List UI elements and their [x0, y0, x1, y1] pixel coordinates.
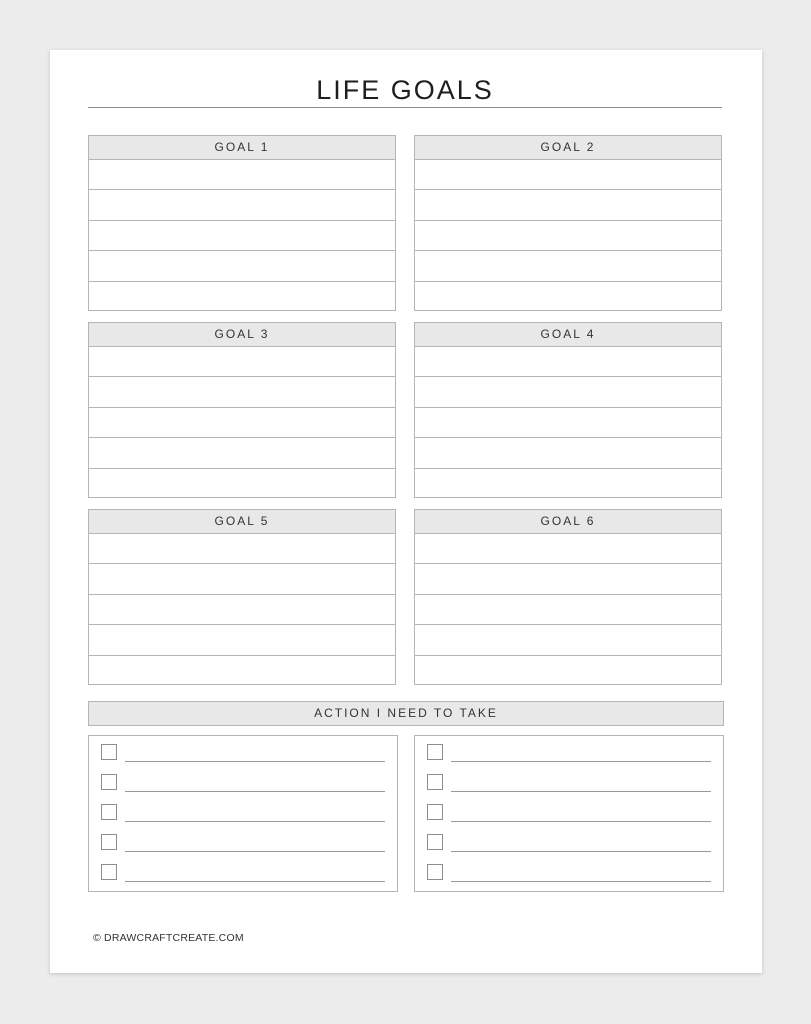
goal-header: GOAL 4 — [415, 323, 721, 347]
goal-writing-line[interactable] — [89, 221, 395, 251]
action-item — [427, 834, 711, 852]
goal-writing-line[interactable] — [89, 377, 395, 407]
planner-sheet — [50, 50, 762, 973]
checkbox[interactable] — [101, 804, 117, 820]
action-list-right — [414, 735, 724, 892]
goal-box-5 — [88, 509, 396, 685]
goal-writing-line[interactable] — [415, 251, 721, 281]
action-item — [427, 804, 711, 822]
copyright-footer: © DRAWCRAFTCREATE.COM — [93, 932, 244, 944]
goal-box-6 — [414, 509, 722, 685]
goal-writing-line[interactable] — [415, 221, 721, 251]
action-item — [427, 864, 711, 882]
goal-box-2 — [414, 135, 722, 311]
goal-writing-line[interactable] — [89, 625, 395, 655]
title-divider — [88, 107, 722, 108]
goal-writing-line[interactable] — [415, 160, 721, 190]
action-writing-line[interactable] — [451, 881, 711, 882]
goal-writing-line[interactable] — [89, 190, 395, 220]
action-item — [101, 804, 385, 822]
goal-writing-line[interactable] — [415, 377, 721, 407]
goal-header: GOAL 1 — [89, 136, 395, 160]
goal-writing-line[interactable] — [415, 190, 721, 220]
action-writing-line[interactable] — [451, 821, 711, 822]
goal-writing-line[interactable] — [89, 469, 395, 499]
goal-writing-line[interactable] — [89, 347, 395, 377]
goal-writing-line[interactable] — [89, 160, 395, 190]
goal-writing-line[interactable] — [415, 534, 721, 564]
action-writing-line[interactable] — [125, 821, 385, 822]
goal-writing-line[interactable] — [89, 282, 395, 312]
goal-writing-line[interactable] — [415, 347, 721, 377]
goal-box-4 — [414, 322, 722, 498]
goal-writing-line[interactable] — [415, 564, 721, 594]
action-item — [101, 744, 385, 762]
action-item — [101, 774, 385, 792]
action-writing-line[interactable] — [125, 791, 385, 792]
page-title: LIFE GOALS — [316, 75, 494, 105]
goal-writing-line[interactable] — [415, 438, 721, 468]
checkbox[interactable] — [101, 744, 117, 760]
goal-writing-line[interactable] — [89, 534, 395, 564]
checkbox[interactable] — [427, 804, 443, 820]
action-writing-line[interactable] — [125, 761, 385, 762]
checkbox[interactable] — [427, 774, 443, 790]
goal-writing-line[interactable] — [415, 595, 721, 625]
action-writing-line[interactable] — [125, 881, 385, 882]
goal-box-1 — [88, 135, 396, 311]
checkbox[interactable] — [101, 774, 117, 790]
goal-writing-line[interactable] — [89, 656, 395, 686]
goal-box-3 — [88, 322, 396, 498]
goal-writing-line[interactable] — [415, 625, 721, 655]
goal-header: GOAL 5 — [89, 510, 395, 534]
goal-writing-line[interactable] — [415, 282, 721, 312]
action-writing-line[interactable] — [125, 851, 385, 852]
goal-header: GOAL 2 — [415, 136, 721, 160]
checkbox[interactable] — [101, 834, 117, 850]
goal-writing-line[interactable] — [89, 438, 395, 468]
goal-header: GOAL 3 — [89, 323, 395, 347]
action-list-left — [88, 735, 398, 892]
goal-writing-line[interactable] — [89, 408, 395, 438]
action-writing-line[interactable] — [451, 851, 711, 852]
goal-header: GOAL 6 — [415, 510, 721, 534]
goal-writing-line[interactable] — [415, 656, 721, 686]
action-item — [101, 834, 385, 852]
checkbox[interactable] — [101, 864, 117, 880]
action-writing-line[interactable] — [451, 791, 711, 792]
action-item — [427, 774, 711, 792]
action-header: ACTION I NEED TO TAKE — [88, 701, 724, 726]
goal-writing-line[interactable] — [89, 251, 395, 281]
action-item — [427, 744, 711, 762]
goal-writing-line[interactable] — [89, 595, 395, 625]
action-writing-line[interactable] — [451, 761, 711, 762]
checkbox[interactable] — [427, 834, 443, 850]
goal-writing-line[interactable] — [415, 408, 721, 438]
goal-writing-line[interactable] — [89, 564, 395, 594]
checkbox[interactable] — [427, 864, 443, 880]
checkbox[interactable] — [427, 744, 443, 760]
goal-writing-line[interactable] — [415, 469, 721, 499]
action-item — [101, 864, 385, 882]
